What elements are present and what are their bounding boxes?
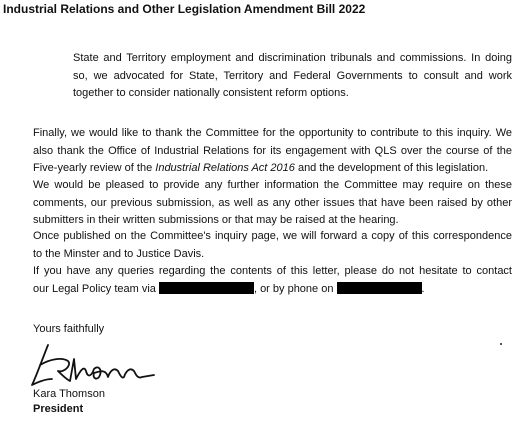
- thanks-line-3-text: Five-yearly review of the: [33, 162, 156, 174]
- further-line-3: submitters in their written submissions or that may be raised at the hearing.: [33, 214, 399, 226]
- queries-line-2: [33, 281, 512, 299]
- queries-paragraph: [33, 263, 512, 298]
- further-info-paragraph: [33, 177, 512, 230]
- quoted-paragraph: [73, 50, 512, 103]
- queries-line-2-mid: , or by phone on: [253, 282, 337, 295]
- published-line-2: to the Minster and to Justice Davis.: [33, 247, 205, 260]
- redacted-email: [159, 282, 254, 294]
- quote-line-3: together to consider nationally consistent reform options.: [73, 87, 349, 99]
- published-line-1: Once published on the Committee's inquiry page, we will forward a copy of this correspondence: [33, 230, 512, 242]
- queries-line-2-tail: .: [421, 282, 425, 295]
- thanks-paragraph: [33, 125, 512, 178]
- act-title: Industrial Relations Act 2016: [155, 162, 295, 174]
- signer-title: President: [33, 403, 84, 415]
- thanks-line-2: also thank the Office of Industrial Relations for its engagement with QLS over the course of the: [33, 144, 512, 157]
- further-line-1: We would be pleased to provide any further information the Committee may require on these: [33, 179, 512, 191]
- published-paragraph: [33, 228, 512, 263]
- closing-salutation: Yours faithfully: [33, 323, 105, 335]
- thanks-line-3: [33, 160, 512, 178]
- further-line-2: comments, our previous submission, as well as any other issues that have been raised by other: [33, 196, 512, 209]
- quote-line-2: so, we advocated for State, Territory and Federal Governments to consult and work: [73, 69, 512, 82]
- signer-name: Kara Thomson: [33, 388, 105, 400]
- queries-line-1: If you have any queries regarding the contents of this letter, please do not hesitate to contact: [33, 265, 512, 277]
- thanks-line-3-tail: and the development of this legislation.: [294, 162, 489, 174]
- handwritten-signature: [28, 335, 168, 395]
- redacted-phone: [337, 282, 422, 294]
- quote-line-1: State and Territory employment and discrimination tribunals and commissions. In doing: [73, 52, 512, 64]
- thanks-line-1: Finally, we would like to thank the Committee for the opportunity to contribute to this inquiry. We: [33, 127, 512, 139]
- stray-mark: [500, 343, 502, 345]
- document-header: Industrial Relations and Other Legislation Amendment Bill 2022: [3, 2, 366, 16]
- queries-line-2-text: our Legal Policy team via: [33, 282, 159, 295]
